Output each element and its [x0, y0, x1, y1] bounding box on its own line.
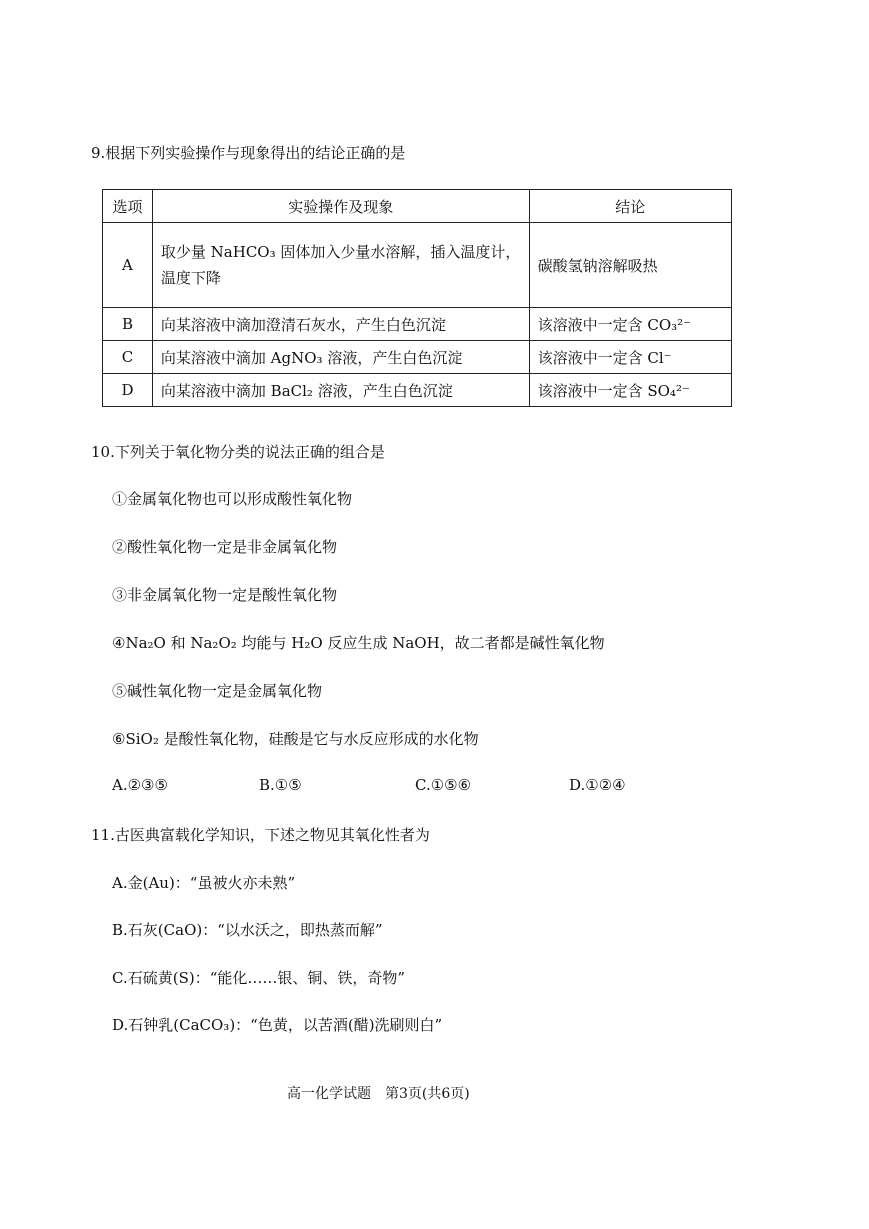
- row-conclusion: 该溶液中一定含 Cl⁻: [529, 341, 731, 374]
- q11-choice-b: B.石灰(CaO)：“以水沃之，即热蒸而解”: [112, 921, 383, 939]
- page-footer: 高一化学试题 第3页(共6页): [287, 1086, 470, 1102]
- q10-choice-a: A.②③⑤: [112, 776, 168, 794]
- q10-choice-c: C.①⑤⑥: [415, 776, 472, 794]
- q10-choice-d: D.①②④: [569, 776, 626, 794]
- row-operation: 向某溶液中滴加 AgNO₃ 溶液，产生白色沉淀: [152, 341, 529, 374]
- row-option: D: [103, 374, 153, 407]
- q10-statement-5: ⑤碱性氧化物一定是金属氧化物: [112, 682, 323, 700]
- q9-stem: 9.根据下列实验操作与现象得出的结论正确的是: [91, 144, 406, 162]
- q10-statement-3: ③非金属氧化物一定是酸性氧化物: [112, 586, 338, 604]
- q11-choice-c: C.石硫黄(S)：“能化……银、铜、铁，奇物”: [112, 969, 406, 987]
- q10-statement-1: ①金属氧化物也可以形成酸性氧化物: [112, 490, 353, 508]
- row-conclusion: 该溶液中一定含 SO₄²⁻: [529, 374, 731, 407]
- table-row: [103, 341, 732, 374]
- q10-statement-6: ⑥SiO₂ 是酸性氧化物，硅酸是它与水反应形成的水化物: [112, 730, 479, 748]
- header-option: 选项: [103, 190, 153, 223]
- row-option: A: [103, 223, 153, 308]
- q10-stem: 10.下列关于氧化物分类的说法正确的组合是: [91, 443, 385, 461]
- header-conclusion: 结论: [529, 190, 731, 223]
- q10-statement-4: ④Na₂O 和 Na₂O₂ 均能与 H₂O 反应生成 NaOH，故二者都是碱性氧化物: [112, 634, 605, 652]
- row-operation: 取少量 NaHCO₃ 固体加入少量水溶解，插入温度计，温度下降: [152, 223, 529, 308]
- row-operation: 向某溶液中滴加 BaCl₂ 溶液，产生白色沉淀: [152, 374, 529, 407]
- q10-choice-b: B.①⑤: [259, 776, 302, 794]
- header-operation: 实验操作及现象: [152, 190, 529, 223]
- table-row: [103, 374, 732, 407]
- q11-stem: 11.古医典富载化学知识，下述之物见其氧化性者为: [91, 826, 430, 844]
- row-conclusion: 碳酸氢钠溶解吸热: [529, 223, 731, 308]
- row-conclusion: 该溶液中一定含 CO₃²⁻: [529, 308, 731, 341]
- row-option: B: [103, 308, 153, 341]
- table-row: [103, 308, 732, 341]
- q10-statement-2: ②酸性氧化物一定是非金属氧化物: [112, 538, 338, 556]
- row-option: C: [103, 341, 153, 374]
- table-header-row: [103, 190, 732, 223]
- q11-choice-a: A.金(Au)：“虽被火亦未熟”: [112, 874, 296, 892]
- q11-choice-d: D.石钟乳(CaCO₃)：“色黄，以苦酒(醋)洗刷则白”: [112, 1016, 443, 1034]
- row-operation: 向某溶液中滴加澄清石灰水，产生白色沉淀: [152, 308, 529, 341]
- table-row: [103, 223, 732, 308]
- q9-table: [102, 189, 732, 407]
